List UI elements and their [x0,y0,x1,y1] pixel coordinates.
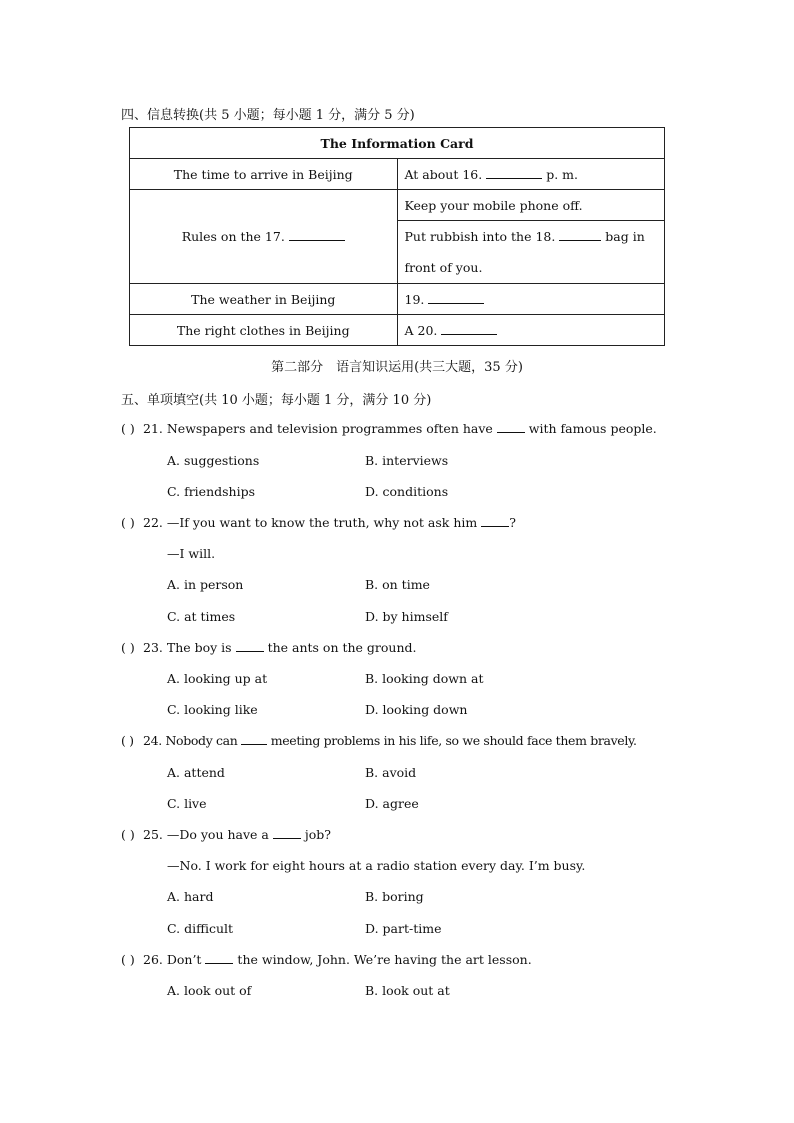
option-22-b[interactable]: B. on time [365,577,430,592]
option-24-b[interactable]: B. avoid [365,765,417,780]
option-23-a[interactable]: A. looking up at [167,671,268,686]
row-arrive-label: The time to arrive in Beijing [130,159,398,190]
information-card-table [129,127,665,346]
blank-22 [481,515,509,527]
option-21-d[interactable]: D. conditions [365,484,449,499]
rule-1: Keep your mobile phone off. [397,190,665,221]
blank-20[interactable] [441,323,497,335]
option-22-c[interactable]: C. at times [167,609,236,624]
option-22-a[interactable]: A. in person [167,577,244,592]
question-23: ( ) 23. The boy is the ants on the ground. [121,640,417,655]
option-21-c[interactable]: C. friendships [167,484,255,499]
option-22-d[interactable]: D. by himself [365,609,448,624]
blank-23 [236,640,264,652]
option-21-a[interactable]: A. suggestions [167,453,260,468]
option-23-b[interactable]: B. looking down at [365,671,484,686]
card-title: The Information Card [130,128,665,159]
option-25-d[interactable]: D. part-time [365,921,442,936]
answer-paren[interactable]: ( ) [121,827,135,842]
blank-26 [205,952,233,964]
option-23-c[interactable]: C. looking like [167,702,258,717]
rule-2: Put rubbish into the 18. bag in front of you. [397,221,665,284]
answer-paren[interactable]: ( ) [121,421,135,436]
question-25: ( ) 25. —Do you have a job? [121,827,331,842]
row-weather-value: 19. [397,284,665,315]
answer-paren[interactable]: ( ) [121,640,135,655]
question-26: ( ) 26. Don’t the window, John. We’re having the art lesson. [121,952,532,967]
option-24-d[interactable]: D. agree [365,796,419,811]
row-rules-label: Rules on the 17. [130,190,398,284]
blank-19[interactable] [428,292,484,304]
option-24-c[interactable]: C. live [167,796,207,811]
option-26-b[interactable]: B. look out at [365,983,450,998]
row-weather-label: The weather in Beijing [130,284,398,315]
blank-16[interactable] [486,167,542,179]
answer-paren[interactable]: ( ) [121,515,135,530]
reply-25: —No. I work for eight hours at a radio station every day. I’m busy. [167,858,586,873]
row-arrive-value: At about 16. p. m. [397,159,665,190]
blank-21 [497,421,525,433]
option-25-a[interactable]: A. hard [167,889,214,904]
option-26-a[interactable]: A. look out of [167,983,252,998]
question-24: ( ) 24. Nobody can meeting problems in his life, so we should face them bravely. [121,733,637,748]
section-4-heading: 四、信息转换(共 5 小题；每小题 1 分，满分 5 分) [121,108,415,123]
option-25-c[interactable]: C. difficult [167,921,234,936]
reply-22: —I will. [167,546,216,561]
answer-paren[interactable]: ( ) [121,733,134,748]
option-21-b[interactable]: B. interviews [365,453,449,468]
blank-25 [273,827,301,839]
section-5-heading: 五、单项填空(共 10 小题；每小题 1 分，满分 10 分) [121,393,432,408]
answer-paren[interactable]: ( ) [121,952,135,967]
blank-17[interactable] [289,229,345,241]
option-24-a[interactable]: A. attend [167,765,225,780]
blank-24 [241,733,267,745]
option-25-b[interactable]: B. boring [365,889,424,904]
row-clothes-value: A 20. [397,315,665,346]
blank-18[interactable] [559,229,601,241]
part-2-heading: 第二部分 语言知识运用(共三大题，35 分) [271,360,523,375]
row-clothes-label: The right clothes in Beijing [130,315,398,346]
question-21: ( ) 21. Newspapers and television programmes often have with famous people. [121,421,657,436]
question-22: ( ) 22. —If you want to know the truth, why not ask him ? [121,515,516,530]
option-23-d[interactable]: D. looking down [365,702,468,717]
